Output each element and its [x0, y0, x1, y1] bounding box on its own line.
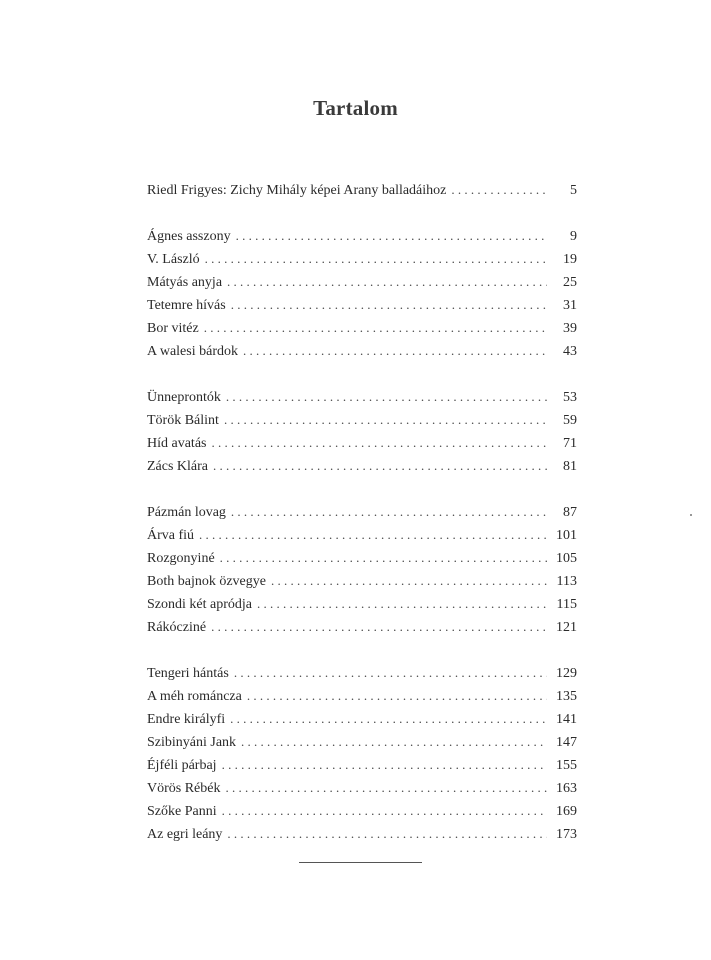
toc-entry[interactable]: [147, 799, 577, 822]
dot-leader: [247, 684, 547, 707]
toc-entry[interactable]: [147, 500, 577, 523]
toc-entry-page-number: 9: [570, 228, 577, 244]
toc-entry-page-number: 101: [556, 527, 577, 543]
toc-entry-title: Pázmán lovag: [147, 504, 226, 520]
toc-entry-page-number: 105: [556, 550, 577, 566]
dot-leader: [220, 546, 547, 569]
toc-entry-title: Both bajnok özvegye: [147, 573, 266, 589]
toc-entry[interactable]: [147, 776, 577, 799]
toc-entry[interactable]: [147, 661, 577, 684]
dot-leader: [451, 178, 547, 201]
dot-leader: [226, 776, 548, 799]
dot-leader: [213, 454, 547, 477]
toc-entry-page-number: 81: [563, 458, 577, 474]
toc-entry[interactable]: [147, 822, 577, 845]
dot-leader: [211, 615, 547, 638]
toc-entry-title: Török Bálint: [147, 412, 219, 428]
toc-entry-page-number: 113: [556, 573, 577, 589]
toc-group: [147, 661, 577, 846]
dot-leader: [257, 592, 547, 615]
toc-entry[interactable]: [147, 454, 577, 477]
toc-group: [147, 500, 577, 639]
dot-leader: [222, 799, 547, 822]
toc-entry-title: V. László: [147, 251, 200, 267]
dot-leader: [205, 247, 547, 270]
toc-entry-title: Endre királyfi: [147, 711, 226, 727]
toc-entry[interactable]: [147, 178, 577, 201]
toc-entry-title: Híd avatás: [147, 435, 207, 451]
toc-entry-page-number: 19: [563, 251, 577, 267]
toc-entry[interactable]: [147, 339, 577, 362]
dot-leader: [271, 569, 547, 592]
dot-leader: [204, 316, 547, 339]
dot-leader: [222, 753, 547, 776]
toc-entry-page-number: 31: [563, 297, 577, 313]
closing-rule: [299, 862, 422, 863]
toc-entry-title: Ünneprontók: [147, 389, 221, 405]
toc-entry-title: Vörös Rébék: [147, 781, 221, 797]
toc-entry-page-number: 129: [556, 665, 577, 681]
toc-entry[interactable]: [147, 730, 577, 753]
dot-leader: [230, 707, 547, 730]
toc-entry-title: Ágnes asszony: [147, 228, 231, 244]
toc-entry-title: Tengeri hántás: [147, 665, 229, 681]
dot-leader: [199, 523, 547, 546]
dot-leader: [243, 339, 547, 362]
table-of-contents: [147, 178, 577, 845]
toc-entry-page-number: 169: [556, 804, 577, 820]
toc-entry-title: A méh románcza: [147, 688, 242, 704]
dot-leader: [211, 431, 547, 454]
toc-entry-title: Rákócziné: [147, 620, 207, 635]
toc-entry[interactable]: [147, 592, 577, 615]
toc-entry[interactable]: [147, 707, 577, 730]
toc-entry[interactable]: [147, 431, 577, 454]
dot-leader: [224, 408, 547, 431]
toc-entry-title: Szibinyáni Jank: [147, 734, 237, 750]
toc-entry-page-number: 155: [556, 757, 577, 773]
toc-entry-title: Szondi két apródja: [147, 596, 252, 612]
toc-entry-title: Árva fiú: [147, 527, 195, 543]
toc-group: [147, 178, 577, 201]
toc-entry-page-number: 141: [556, 711, 577, 727]
dot-leader: [236, 224, 547, 247]
toc-entry[interactable]: [147, 385, 577, 408]
toc-entry[interactable]: [147, 546, 577, 569]
toc-entry-page-number: 163: [556, 781, 577, 797]
toc-entry-page-number: 87: [563, 504, 577, 520]
toc-entry-page-number: 173: [556, 827, 577, 843]
toc-entry[interactable]: [147, 523, 577, 546]
toc-entry[interactable]: [147, 247, 577, 270]
toc-entry-page-number: 59: [563, 412, 577, 428]
toc-entry-page-number: 25: [563, 274, 577, 290]
toc-entry-title: Zács Klára: [147, 458, 209, 474]
toc-entry[interactable]: [147, 316, 577, 339]
toc-entry[interactable]: [147, 408, 577, 431]
dot-leader: [231, 293, 547, 316]
toc-entry-title: Az egri leány: [147, 827, 223, 843]
toc-entry-title: Bor vitéz: [147, 320, 199, 336]
toc-entry[interactable]: [147, 293, 577, 316]
toc-entry-page-number: 5: [570, 183, 577, 198]
toc-group: [147, 224, 577, 363]
toc-entry-page-number: 115: [556, 596, 577, 612]
toc-entry-title: Riedl Frigyes: Zichy Mihály képei Arany balladáihoz: [147, 183, 447, 198]
toc-entry[interactable]: [147, 569, 577, 592]
toc-entry-page-number: 53: [563, 389, 577, 405]
toc-entry[interactable]: [147, 270, 577, 293]
dot-leader: [231, 500, 547, 523]
toc-entry-title: Mátyás anyja: [147, 274, 223, 290]
toc-entry-page-number: 39: [563, 320, 577, 336]
dot-leader: [241, 730, 547, 753]
toc-entry-title: Éjféli párbaj: [147, 757, 217, 773]
toc-entry[interactable]: [147, 224, 577, 247]
toc-entry-page-number: 121: [556, 620, 577, 635]
toc-entry[interactable]: [147, 615, 577, 638]
dot-leader: [227, 270, 547, 293]
toc-entry[interactable]: [147, 684, 577, 707]
dot-leader: [226, 385, 547, 408]
dot-leader: [234, 661, 547, 684]
page-title: Tartalom: [313, 96, 398, 120]
toc-entry-page-number: 71: [563, 435, 577, 451]
toc-group: [147, 385, 577, 477]
toc-entry-page-number: 43: [563, 344, 577, 360]
toc-entry-title: A walesi bárdok: [147, 344, 238, 360]
toc-entry-page-number: 135: [556, 688, 577, 704]
toc-entry[interactable]: [147, 753, 577, 776]
toc-entry-page-number: 147: [556, 734, 577, 750]
scan-speck: [690, 514, 692, 516]
toc-entry-title: Tetemre hívás: [147, 297, 226, 313]
toc-entry-title: Szőke Panni: [147, 804, 217, 820]
dot-leader: [227, 822, 547, 845]
toc-entry-title: Rozgonyiné: [147, 550, 215, 566]
